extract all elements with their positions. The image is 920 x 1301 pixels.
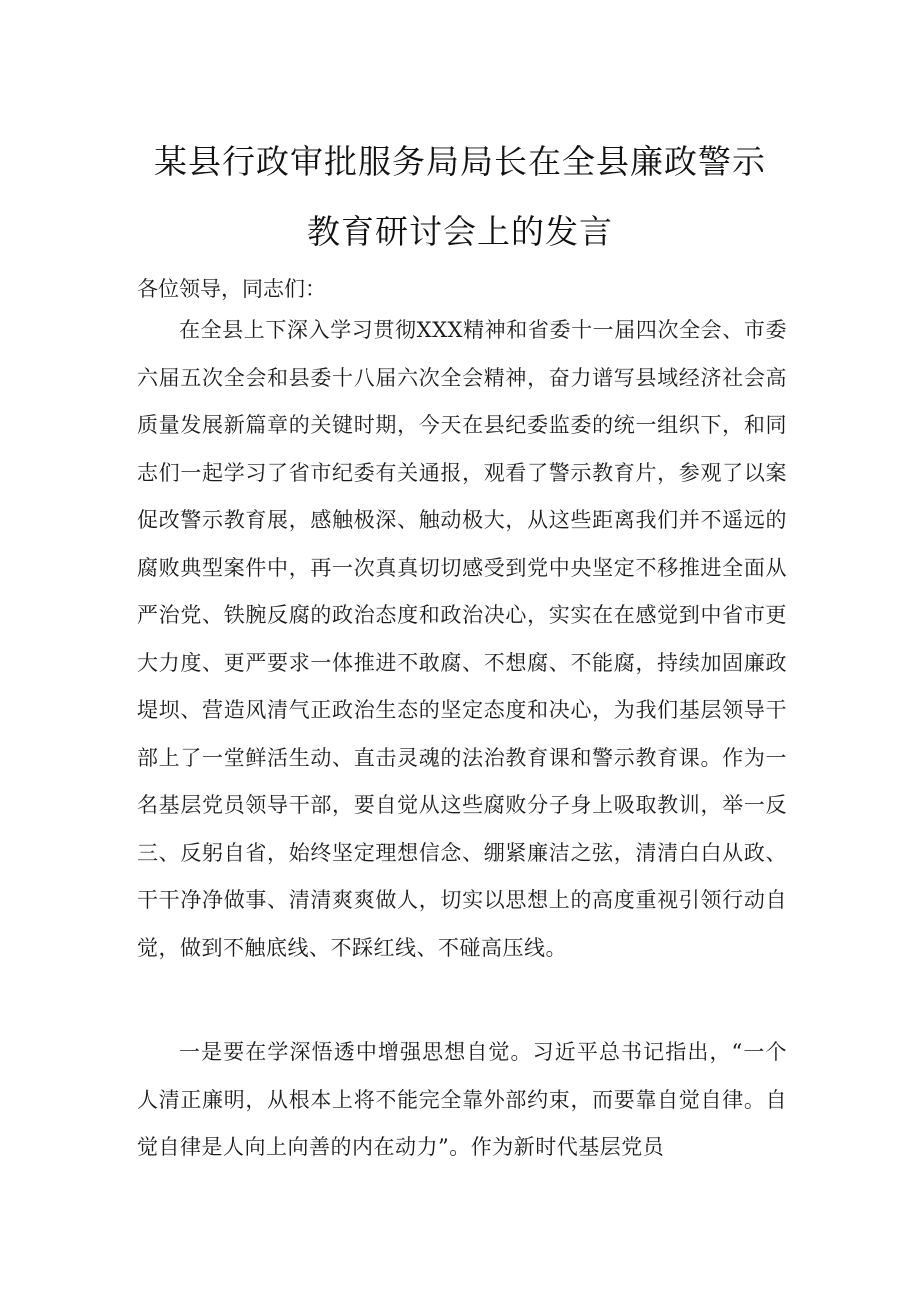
body-paragraph-1: 在全县上下深入学习贯彻XXX精神和省委十一届四次全会、市委六届五次全会和县委十八届六次全会精神，奋力谱写县域经济社会高质量发展新篇章的关键时期，今天在县纪委监委的统一组织下，和同志们一起学习了省市纪委有关通报，观看了警示教育片，参观了以案促改警示教育展，感触极深、触动极大，从这些距离我们并不遥远的腐败典型案件中，再一次真真切切感受到党中央坚定不移推进全面从严治党、铁腕反腐的政治态度和政治决心，实实在在感觉到中省市更大力度、更严要求一体推进不敢腐、不想腐、不能腐，持续加固廉政堤坝、营造风清气正政治生态的坚定态度和决心，为我们基层领导干部上了一堂鲜活生动、直击灵魂的法治教育课和警示教育课。作为一名基层党员领导干部，要自觉从这些腐败分子身上吸取教训，举一反三、反躬自省，始终坚定理想信念、绷紧廉洁之弦，清清白白从政、干干净净做事、清清爽爽做人，切实以思想上的高度重视引领行动自觉，做到不触底线、不踩红线、不碰高压线。	[137, 318, 787, 960]
document-title-line-1: 某县行政审批服务局局长在全县廉政警示	[154, 142, 766, 181]
document-title-line-2: 教育研讨会上的发言	[307, 212, 613, 251]
salutation: 各位领导，同志们：	[137, 277, 326, 301]
body-paragraph-2: 一是要在学深悟透中增强思想自觉。习近平总书记指出，“一个人清正廉明，从根本上将不能完全靠外部约束，而要靠自觉自律。自觉自律是人向上向善的内在动力”。作为新时代基层党员	[137, 1040, 787, 1159]
